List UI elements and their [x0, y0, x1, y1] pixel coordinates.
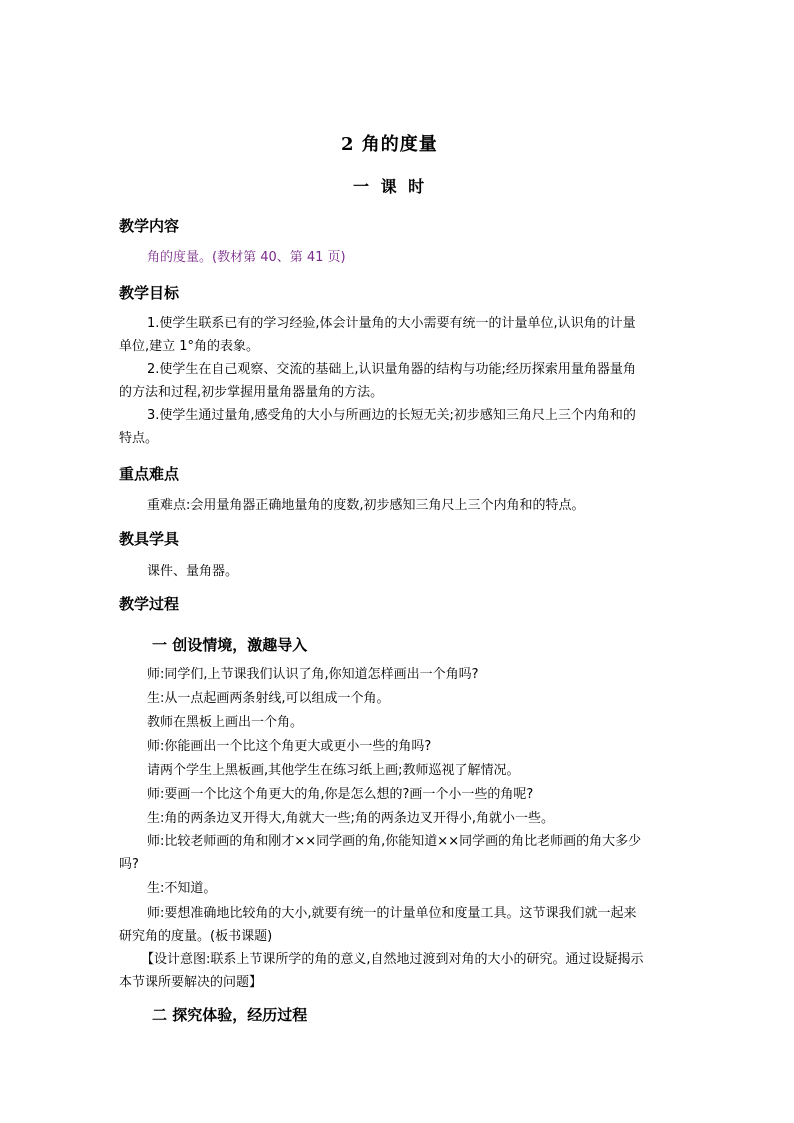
heading-key: 重点难点: [119, 465, 180, 483]
heading-goals: 教学目标: [119, 284, 180, 302]
heading-process: 教学过程: [119, 595, 180, 613]
dialogue-line: 教师在黑板上画出一个角。: [147, 715, 304, 730]
dialogue-line: 师:同学们,上节课我们认识了角,你知道怎样画出一个角吗?: [147, 667, 479, 682]
tools-text: 课件、量角器。: [147, 564, 239, 579]
goal-item-3: 3.使学生通过量角,感受角的大小与所画边的长短无关;初步感知三角尺上三个内角和的特点。: [119, 408, 636, 446]
key-text: 重难点:会用量角器正确地量角的度数,初步感知三角尺上三个内角和的特点。: [147, 498, 585, 513]
subheading-part-2: 二 探究体验，经历过程: [152, 1006, 308, 1024]
page-subtitle: 一 课 时: [353, 177, 425, 196]
dialogue-line: 生:从一点起画两条射线,可以组成一个角。: [147, 691, 390, 706]
dialogue-line: 生:不知道。: [147, 881, 217, 896]
dialogue-line: 请两个学生上黑板画,其他学生在练习纸上画;教师巡视了解情况。: [147, 763, 520, 778]
goal-item-2: 2.使学生在自己观察、交流的基础上,认识量角器的结构与功能;经历探索用量角器量角的方法和过程,初步掌握用量角器量角的方法。: [119, 362, 636, 400]
dialogue-paragraph-compare: 师:比较老师画的角和刚才××同学画的角,你能知道××同学画的角比老师画的角大多少吗?: [119, 834, 642, 872]
dialogue-line: 生:角的两条边叉开得大,角就大一些;角的两条边叉开得小,角就小一些。: [147, 811, 555, 826]
design-intent-note: 【设计意图:联系上节课所学的角的意义,自然地过渡到对角的大小的研究。通过设疑揭示本节课所要解决的问题】: [119, 952, 644, 990]
heading-tools: 教具学具: [119, 530, 180, 548]
dialogue-line: 师:你能画出一个比这个角更大或更小一些的角吗?: [147, 739, 432, 754]
page-title: 2 角的度量: [341, 134, 438, 155]
subheading-part-1: 一 创设情境，激趣导入: [152, 636, 308, 654]
dialogue-paragraph-measure: 师:要想准确地比较角的大小,就要有统一的计量单位和度量工具。这节课我们就一起来研究角的度量。(板书课题): [119, 906, 637, 944]
goal-item-1: 1.使学生联系已有的学习经验,体会计量角的大小需要有统一的计量单位,认识角的计量单位,建立 1°角的表象。: [119, 316, 636, 354]
dialogue-line: 师:要画一个比这个角更大的角,你是怎么想的?画一个小一些的角呢?: [147, 787, 534, 802]
content-text: 角的度量。(教材第 40、第 41 页): [147, 250, 346, 265]
heading-content: 教学内容: [119, 217, 180, 235]
